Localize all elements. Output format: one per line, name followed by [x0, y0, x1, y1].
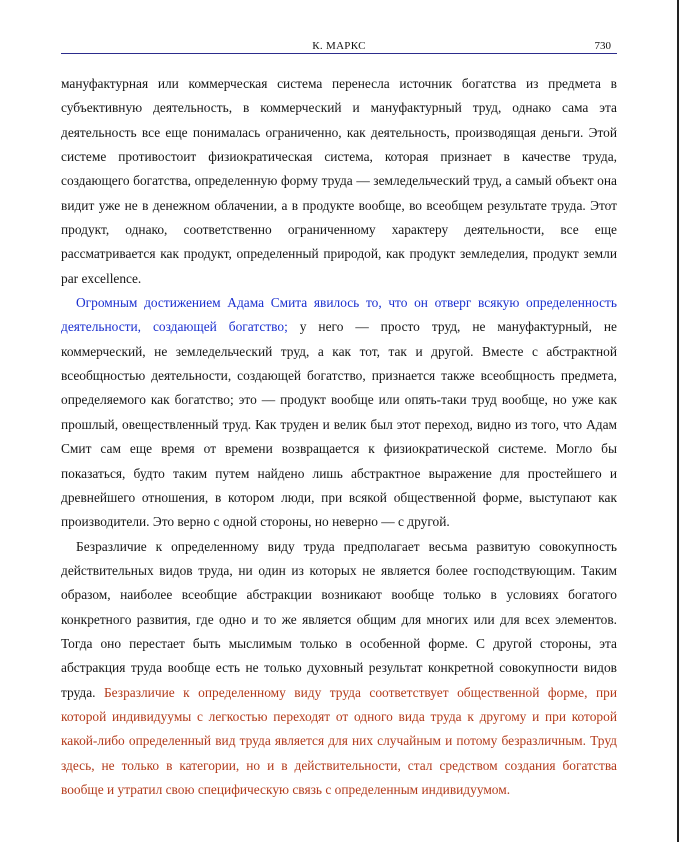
highlighted-blue-passage: Огромным достижением Адама Смита явилось то, что он отверг всякую определенность деятельности, создающей богатство;: [61, 295, 617, 335]
text-body: [61, 72, 617, 802]
paragraph-1: мануфактурная или коммерческая система перенесла источник богатства из предмета в субъективную деятельность, в коммерческий и мануфактурный труд, однако сама эта деятельность все еще понималась ограниченно, как деятельность, производящая деньги. Этой системе противостоит физиократическая система, которая признает в качестве труда, создающего богатства, определенную форму труда — земледельческий труд, а самый объект она видит уже не в денежном облачении, а в продукте вообще, во всеобщем результате труда. Этот продукт, однако, соответственно ограниченному характеру деятельности, все еще рассматривается как продукт, определенный природой, как продукт земледелия, продукт земли par excellence.: [61, 76, 617, 286]
paragraph-3-text: Безразличие к определенному виду труда предполагает весьма развитую совокупность действительных видов труда, ни один из которых не является более господствующим. Таким образом, наиболее всеобщие абстракции возникают вообще только в условиях богатого конкретного развития, где одно и то же является общим для многих или для всех элементов. Тогда оно перестает быть мыслимым только в особенной форме. С другой стороны, эта абстракция труда вообще есть не только духовный результат конкретной совокупности видов труда.: [61, 538, 617, 700]
paragraph-2: [61, 291, 617, 534]
highlighted-red-passage: Безразличие к определенному виду труда соответствует общественной форме, при которой индивидуумы с легкостью переходят от одного вида труда к другому и при которой какой-либо определенный вид труда является для них случайным и потому безразличным. Труд здесь, не только в категории, но и в действительности, стал средством создания богатства вообще и утратил свою специфическую связь с определенным индивидуумом.: [61, 684, 617, 797]
paragraph-3: [61, 535, 617, 803]
paragraph-2-text: у него — просто труд, не мануфактурный, не коммерческий, не земледельческий труд, а как тот, так и другой. Вместе с абстрактной всеобщностью деятельности, создающей богатство, признается также всеобщность предмета, определяемого как богатство; это — продукт вообще или опять-таки труд вообще, но уже как прошлый, овеществленный труд. Как труден и велик был этот переход, видно из того, что Адам Смит сам еще время от времени возвращается к физиократической системе. Могло бы показаться, будто таким путем найдено лишь абстрактное выражение для простейшего и древнейшего отношения, в котором люди, при всякой общественной форме, выступают как производители. Это верно с одной стороны, но неверно — с другой.: [61, 319, 617, 530]
running-title: К. МАРКС: [312, 40, 366, 52]
running-header: [61, 39, 617, 54]
page-number: 730: [594, 40, 611, 52]
